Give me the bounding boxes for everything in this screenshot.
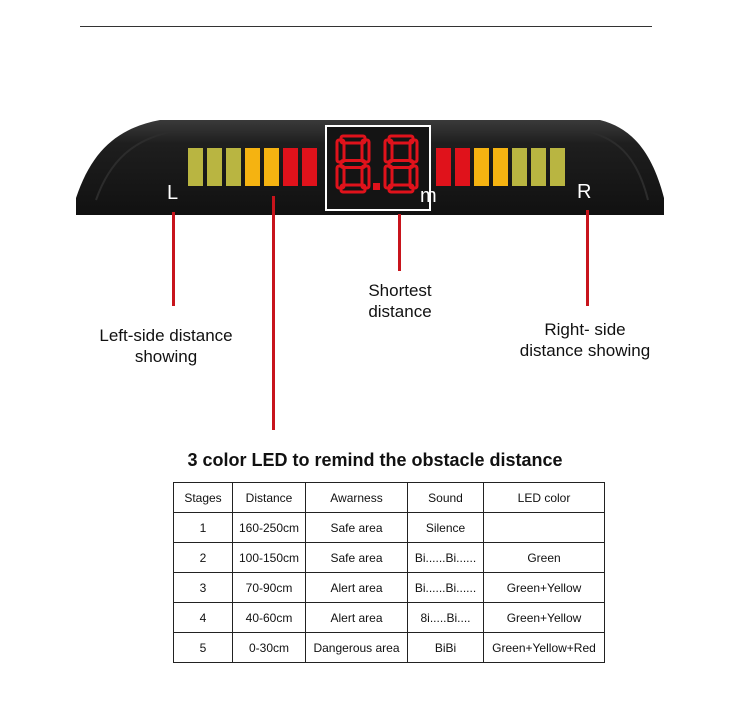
table-row <box>174 573 605 603</box>
cell-distance: 0-30cm <box>233 633 306 663</box>
cell-led-color: Green+Yellow+Red <box>484 633 605 663</box>
cell-stage: 3 <box>174 573 233 603</box>
cell-awarness: Alert area <box>306 603 408 633</box>
cell-sound: Silence <box>408 513 484 543</box>
right-callout <box>505 319 665 361</box>
led-pointer-line <box>272 196 275 430</box>
cell-stage: 4 <box>174 603 233 633</box>
header-awarness: Awarness <box>306 483 408 513</box>
table-row <box>174 603 605 633</box>
distance-unit: m <box>420 185 437 207</box>
led-segment <box>474 148 489 186</box>
center-pointer-line <box>398 214 401 271</box>
cell-led-color: Green+Yellow <box>484 603 605 633</box>
cell-stage: 2 <box>174 543 233 573</box>
header-sound: Sound <box>408 483 484 513</box>
parking-sensor-display <box>0 0 750 240</box>
led-segment <box>550 148 565 186</box>
center-callout <box>340 280 460 322</box>
led-segment <box>245 148 260 186</box>
left-led-bar <box>188 148 317 186</box>
led-segment <box>226 148 241 186</box>
header-stages: Stages <box>174 483 233 513</box>
cell-distance: 160-250cm <box>233 513 306 543</box>
cell-awarness: Safe area <box>306 513 408 543</box>
center-callout-line1: Shortest <box>368 281 432 300</box>
cell-awarness: Alert area <box>306 573 408 603</box>
right-led-bar <box>436 148 565 186</box>
table-row <box>174 513 605 543</box>
cell-awarness: Safe area <box>306 543 408 573</box>
cell-led-color: Green+Yellow <box>484 573 605 603</box>
header-distance: Distance <box>233 483 306 513</box>
center-callout-line2: distance <box>368 302 432 321</box>
table-title: 3 color LED to remind the obstacle distance <box>187 450 563 470</box>
cell-sound: 8i.....Bi.... <box>408 603 484 633</box>
cell-sound: Bi......Bi...... <box>408 543 484 573</box>
cell-led-color <box>484 513 605 543</box>
led-segment <box>207 148 222 186</box>
cell-led-color: Green <box>484 543 605 573</box>
led-segment <box>531 148 546 186</box>
cell-stage: 1 <box>174 513 233 543</box>
right-pointer-line <box>586 210 589 306</box>
led-segment <box>436 148 451 186</box>
table-row <box>174 543 605 573</box>
led-segment <box>493 148 508 186</box>
cell-distance: 70-90cm <box>233 573 306 603</box>
right-callout-line1: Right- side <box>544 320 626 339</box>
left-callout-line2: showing <box>134 347 198 366</box>
led-segment <box>283 148 298 186</box>
left-indicator-letter: L <box>167 182 179 204</box>
cell-distance: 40-60cm <box>233 603 306 633</box>
table-header-row <box>174 483 605 513</box>
left-pointer-line <box>172 212 175 306</box>
led-segment <box>188 148 203 186</box>
led-segment <box>512 148 527 186</box>
led-segment <box>302 148 317 186</box>
distance-stages-table <box>173 482 605 663</box>
right-indicator-letter: R <box>577 181 592 203</box>
cell-distance: 100-150cm <box>233 543 306 573</box>
cell-stage: 5 <box>174 633 233 663</box>
right-callout-line2: distance showing <box>519 341 651 360</box>
led-segment <box>455 148 470 186</box>
left-callout-line1: Left-side distance <box>99 326 233 345</box>
cell-sound: BiBi <box>408 633 484 663</box>
led-segment <box>264 148 279 186</box>
header-led-color: LED color <box>484 483 605 513</box>
table-row <box>174 633 605 663</box>
cell-sound: Bi......Bi...... <box>408 573 484 603</box>
cell-awarness: Dangerous area <box>306 633 408 663</box>
decimal-point <box>373 183 380 190</box>
left-callout <box>86 325 246 367</box>
